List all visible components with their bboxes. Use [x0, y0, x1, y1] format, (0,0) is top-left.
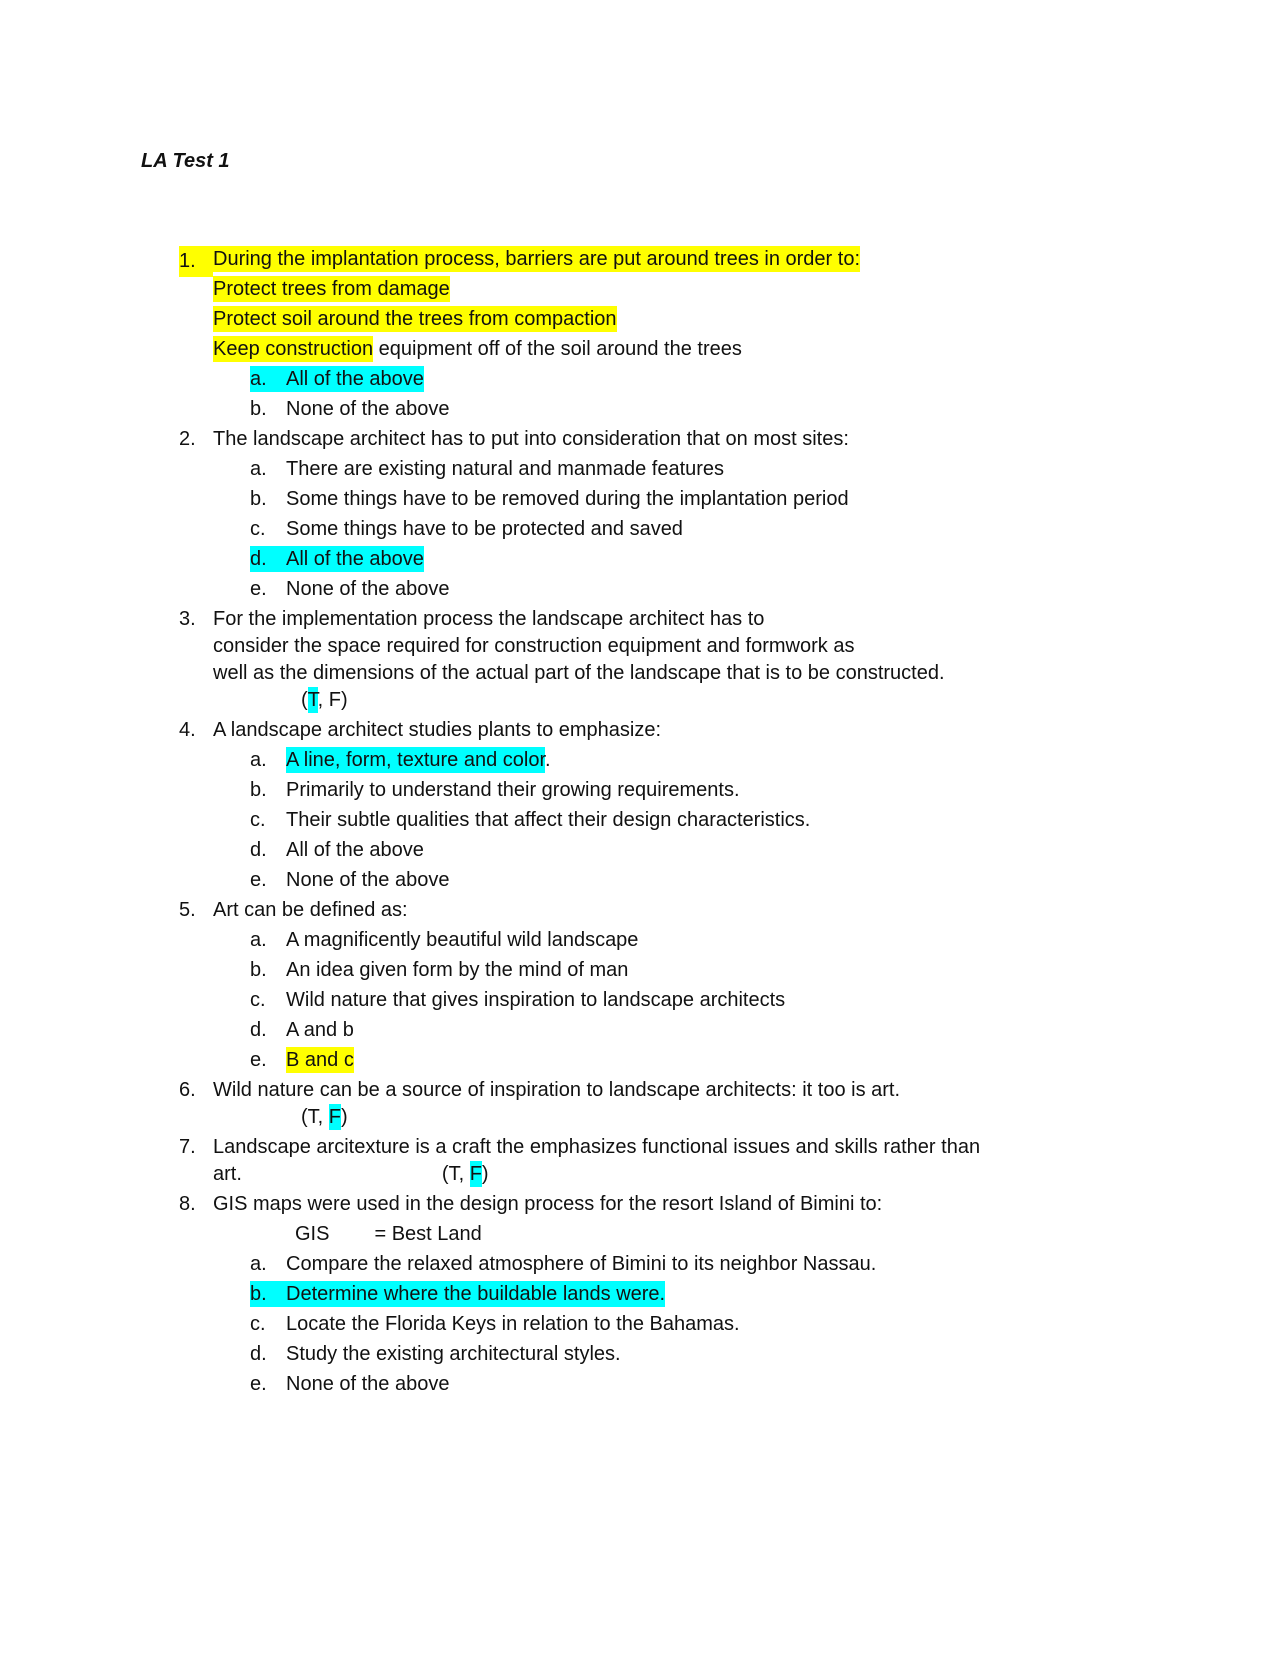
option-item	[250, 747, 1280, 774]
option-text-wrap	[250, 959, 628, 981]
option-letter: d.	[250, 1343, 267, 1365]
option-text-wrap	[250, 1253, 876, 1275]
option-letter: e.	[250, 1049, 267, 1071]
question-content	[213, 1134, 1280, 1188]
text-segment: equipment off of the soil around the trees	[373, 338, 742, 360]
text-segment: (T,	[441, 1163, 470, 1185]
question-content	[213, 1191, 1280, 1398]
text-segment: Determine where the buildable lands were.	[286, 1283, 666, 1305]
option-item	[250, 576, 1280, 603]
option-text-wrap	[250, 518, 683, 540]
text-segment: None of the above	[286, 1373, 450, 1395]
question-number: 8.	[179, 1193, 196, 1215]
option-letter: a.	[250, 749, 267, 771]
question-item	[179, 426, 1280, 603]
question-text-line	[213, 660, 1280, 687]
question-content	[213, 246, 1280, 423]
text-segment: None of the above	[286, 869, 450, 891]
question-paragraph	[213, 1191, 1280, 1218]
option-item	[250, 867, 1280, 894]
option-letter: c.	[250, 1313, 266, 1335]
question-text-line	[213, 606, 1280, 633]
question-item	[179, 1191, 1280, 1398]
highlighted-text: Protect soil around the trees from compaction	[213, 308, 617, 330]
question-paragraph	[213, 897, 1280, 924]
text-segment: A landscape architect studies plants to emphasize:	[213, 719, 662, 741]
option-letter: b.	[250, 779, 267, 801]
question-text-line	[213, 1161, 1280, 1188]
question-content	[213, 606, 1280, 714]
option-letter: b.	[250, 1283, 267, 1305]
option-text-wrap	[250, 1019, 354, 1041]
option-item	[250, 396, 1280, 423]
text-segment: None of the above	[286, 398, 450, 420]
option-item	[250, 1251, 1280, 1278]
option-text-wrap	[250, 458, 724, 480]
option-letter: e.	[250, 1373, 267, 1395]
text-segment: There are existing natural and manmade features	[286, 458, 725, 480]
highlighted-text: T	[307, 689, 318, 711]
question-paragraph	[213, 306, 1280, 333]
option-text-wrap	[250, 578, 449, 600]
option-item	[250, 777, 1280, 804]
question-text-line	[213, 633, 1280, 660]
option-text-wrap	[250, 1049, 354, 1071]
question-text-line	[213, 246, 1280, 273]
option-letter: c.	[250, 518, 266, 540]
option-item	[250, 1341, 1280, 1368]
highlighted-text: F	[328, 1106, 341, 1128]
text-segment: well as the dimensions of the actual part of the landscape that is to be constructed.	[213, 662, 945, 684]
text-segment: Primarily to understand their growing requirements.	[286, 779, 740, 801]
text-segment: All of the above	[286, 548, 424, 570]
true-false-line	[301, 1104, 1280, 1131]
option-item	[250, 1047, 1280, 1074]
question-text-line	[213, 306, 1280, 333]
option-text-wrap	[250, 929, 638, 951]
text-segment: A and b	[286, 1019, 354, 1041]
option-item	[250, 837, 1280, 864]
question-paragraph	[213, 1134, 1280, 1188]
option-text-wrap	[250, 546, 424, 572]
question-paragraph	[213, 1221, 1280, 1248]
option-letter: e.	[250, 578, 267, 600]
question-paragraph	[213, 606, 1280, 714]
option-letter: d.	[250, 1019, 267, 1041]
option-letter: b.	[250, 959, 267, 981]
question-text-line	[213, 1134, 1280, 1161]
option-text-wrap	[250, 366, 424, 392]
option-text-wrap	[250, 1373, 449, 1395]
option-item	[250, 957, 1280, 984]
text-segment: .	[545, 749, 551, 771]
option-text-wrap	[250, 398, 449, 420]
option-item	[250, 987, 1280, 1014]
option-letter: b.	[250, 488, 267, 510]
text-segment: For the implementation process the landscape architect has to	[213, 608, 765, 630]
question-item	[179, 246, 1280, 423]
text-segment: GIS maps were used in the design process for the resort Island of Bimini to:	[213, 1193, 883, 1215]
question-paragraph	[213, 426, 1280, 453]
option-item	[250, 1281, 1280, 1308]
option-item	[250, 486, 1280, 513]
text-segment: = Best Land	[374, 1223, 482, 1245]
option-letter: a.	[250, 929, 267, 951]
text-segment: Compare the relaxed atmosphere of Bimini to its neighbor Nassau.	[286, 1253, 877, 1275]
text-segment: Wild nature that gives inspiration to landscape architects	[286, 989, 786, 1011]
question-item	[179, 897, 1280, 1074]
question-number: 7.	[179, 1136, 196, 1158]
question-text-line	[213, 1191, 1280, 1218]
option-text-wrap	[250, 1281, 665, 1307]
text-segment: The landscape architect has to put into consideration that on most sites:	[213, 428, 849, 450]
text-segment: Landscape arcitexture is a craft the emphasizes functional issues and skills rather than	[213, 1136, 981, 1158]
question-text-line	[213, 276, 1280, 303]
text-segment: Their subtle qualities that affect their design characteristics.	[286, 809, 811, 831]
text-segment: (T,	[301, 1106, 329, 1128]
question-number: 4.	[179, 719, 196, 741]
option-text-wrap	[250, 1343, 621, 1365]
question-content	[213, 1077, 1280, 1131]
question-number: 2.	[179, 428, 196, 450]
page-title: LA Test 1	[141, 150, 230, 172]
option-letter: a.	[250, 1253, 267, 1275]
question-number: 1.	[179, 246, 213, 277]
option-item	[250, 1017, 1280, 1044]
text-segment: Some things have to be removed during the implantation period	[286, 488, 849, 510]
text-segment: GIS	[295, 1223, 330, 1245]
option-item	[250, 807, 1280, 834]
true-false-line	[301, 687, 1280, 714]
question-paragraph	[213, 246, 1280, 273]
option-letter: c.	[250, 989, 266, 1011]
highlighted-text: Keep construction	[213, 338, 374, 360]
text-segment: All of the above	[286, 368, 424, 390]
option-letter: c.	[250, 809, 266, 831]
text-segment: )	[341, 1106, 348, 1128]
option-letter: b.	[250, 398, 267, 420]
highlighted-text: During the implantation process, barriers are put around trees in order to:	[213, 248, 861, 270]
option-letter: d.	[250, 548, 267, 570]
question-number: 6.	[179, 1079, 196, 1101]
text-segment: Study the existing architectural styles.	[286, 1343, 621, 1365]
question-content	[213, 426, 1280, 603]
text-segment: Art can be defined as:	[213, 899, 408, 921]
text-segment: All of the above	[286, 839, 424, 861]
question-paragraph	[213, 1077, 1280, 1131]
question-paragraph	[213, 717, 1280, 744]
option-item	[250, 516, 1280, 543]
question-text-line	[213, 1077, 1280, 1104]
question-paragraph	[213, 336, 1280, 363]
option-letter: e.	[250, 869, 267, 891]
note-line	[295, 1221, 1280, 1248]
option-item	[250, 546, 1280, 573]
option-text-wrap	[250, 488, 849, 510]
question-paragraph	[213, 276, 1280, 303]
question-text-line	[213, 897, 1280, 924]
option-text-wrap	[250, 989, 785, 1011]
question-text-line	[213, 717, 1280, 744]
question-item	[179, 1077, 1280, 1131]
option-text-wrap	[250, 749, 551, 771]
option-letter: d.	[250, 839, 267, 861]
question-content	[213, 897, 1280, 1074]
question-item	[179, 606, 1280, 714]
question-number: 3.	[179, 608, 196, 630]
text-segment: (	[301, 689, 308, 711]
highlighted-text: B and c	[286, 1049, 354, 1071]
question-text-line	[213, 426, 1280, 453]
option-item	[250, 366, 1280, 393]
text-segment: art.	[213, 1163, 242, 1185]
option-letter: a.	[250, 368, 267, 390]
text-segment: An idea given form by the mind of man	[286, 959, 629, 981]
option-item	[250, 456, 1280, 483]
highlighted-text: F	[469, 1163, 482, 1185]
text-segment: , F)	[317, 689, 348, 711]
option-text-wrap	[250, 869, 449, 891]
option-text-wrap	[250, 809, 810, 831]
option-item	[250, 927, 1280, 954]
question-content	[213, 717, 1280, 894]
text-segment: )	[481, 1163, 489, 1185]
option-item	[250, 1371, 1280, 1398]
text-segment: None of the above	[286, 578, 450, 600]
option-text-wrap	[250, 1313, 740, 1335]
text-segment: Wild nature can be a source of inspiration to landscape architects: it too is art.	[213, 1079, 901, 1101]
text-segment: Locate the Florida Keys in relation to the Bahamas.	[286, 1313, 740, 1335]
question-item	[179, 1134, 1280, 1188]
text-segment: A magnificently beautiful wild landscape	[286, 929, 639, 951]
option-text-wrap	[250, 839, 424, 861]
question-number: 5.	[179, 899, 196, 921]
option-letter: a.	[250, 458, 267, 480]
question-list	[0, 246, 1280, 1398]
option-item	[250, 1311, 1280, 1338]
text-segment: Some things have to be protected and saved	[286, 518, 683, 540]
question-item	[179, 717, 1280, 894]
highlighted-text: A line, form, texture and color	[286, 749, 546, 771]
question-text-line	[213, 336, 1280, 363]
option-text-wrap	[250, 779, 740, 801]
text-segment: consider the space required for construction equipment and formwork as	[213, 635, 855, 657]
highlighted-text: Protect trees from damage	[213, 278, 450, 300]
